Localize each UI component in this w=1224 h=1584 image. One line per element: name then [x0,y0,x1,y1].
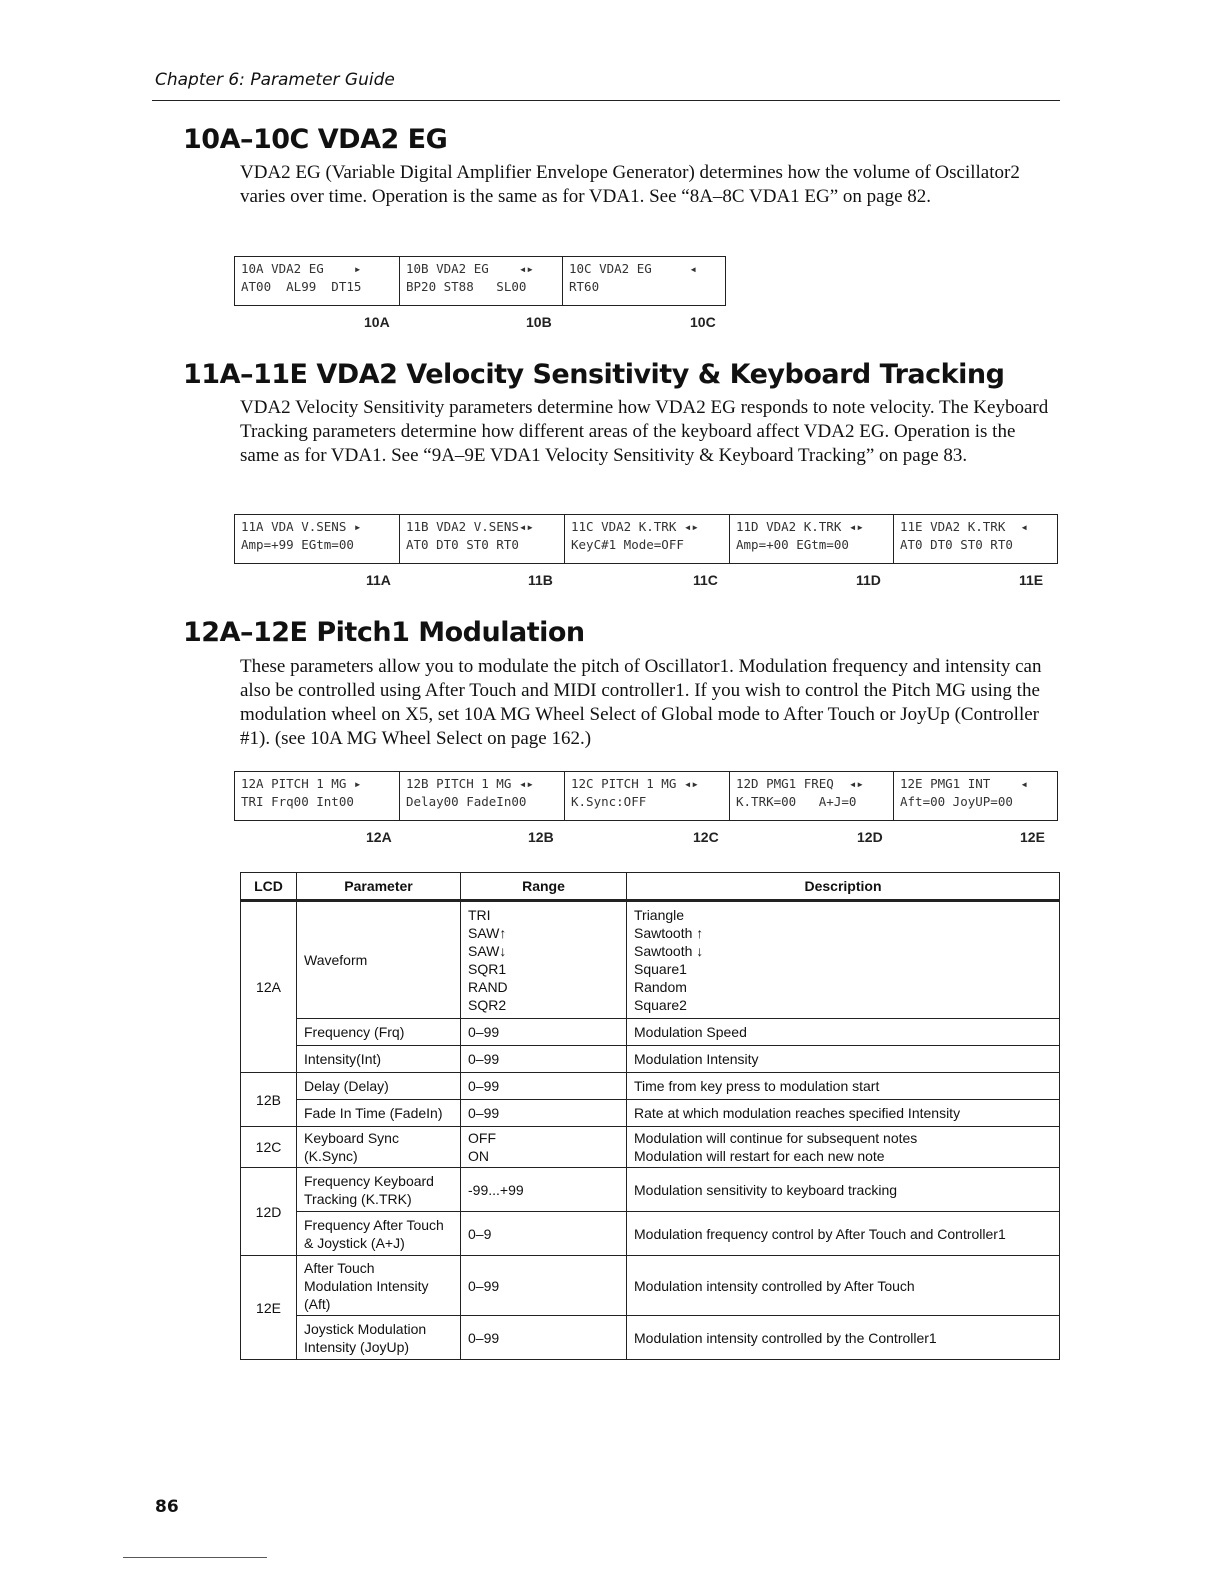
lcd-screen-12c: 12C PITCH 1 MG ◂▸ K.Sync:OFF [565,772,730,820]
column-header-range: Range [461,873,627,901]
column-header-description: Description [627,873,1060,901]
table-row [241,1100,1060,1127]
lcd-screen-10c: 10C VDA2 EG ◂ RT60 [569,261,697,294]
lcd-label-12e: 12E [1020,829,1045,845]
description-cell: Modulation frequency control by After Touch and Controller1 [627,1212,1060,1256]
parameter-cell: Waveform [297,901,461,1019]
description-cell: Time from key press to modulation start [627,1073,1060,1100]
parameter-table [240,872,1060,1360]
lcd-screen-12d: 12D PMG1 FREQ ◂▸ K.TRK=00 A+J=0 [730,772,894,820]
lcd-screen-11d: 11D VDA2 K.TRK ◂▸ Amp=+00 EGtm=00 [730,515,894,563]
range-cell: 0–9 [461,1212,627,1256]
range-cell: 0–99 [461,1073,627,1100]
range-cell: 0–99 [461,1316,627,1360]
lcd-screen-10b: 10B VDA2 EG ◂▸ BP20 ST88 SL00 [400,257,563,305]
range-cell: OFF ON [461,1127,627,1168]
range-cell: TRI SAW↑ SAW↓ SQR1 RAND SQR2 [461,901,627,1019]
range-cell: 0–99 [461,1019,627,1046]
description-cell: Triangle Sawtooth ↑ Sawtooth ↓ Square1 Random Square2 [627,901,1060,1019]
lcd-screen-12e: 12E PMG1 INT ◂ Aft=00 JoyUP=00 [900,776,1028,809]
column-header-lcd: LCD [241,873,297,901]
table-row [241,1212,1060,1256]
description-cell: Modulation Speed [627,1019,1060,1046]
range-cell: -99...+99 [461,1168,627,1212]
description-cell: Modulation will continue for subsequent notes Modulation will restart for each new note [627,1127,1060,1168]
section-body-12a-12e: These parameters allow you to modulate the pitch of Oscillator1. Modulation frequency and intensity can also be controlled using After Touch and MIDI controller1. If you wish to control the Pitch MG using the modulation wheel on X5, set 10A MG Wheel Select of Global mode to After Touch or JoyUp (Controller #1). (see 10A MG Wheel Select on page 162.) [240,656,1042,749]
lcd-screen-11c: 11C VDA2 K.TRK ◂▸ KeyC#1 Mode=OFF [565,515,730,563]
table-row [241,1019,1060,1046]
lcd-screen-11a: 11A VDA V.SENS ▸ Amp=+99 EGtm=00 [235,515,400,563]
lcd-screen-10a: 10A VDA2 EG ▸ AT00 AL99 DT15 [235,257,400,305]
parameter-cell: Fade In Time (FadeIn) [297,1100,461,1127]
table-row [241,1127,1060,1168]
lcd-cell: 12A [241,901,297,1073]
lcd-screen-12a: 12A PITCH 1 MG ▸ TRI Frq00 Int00 [235,772,400,820]
lcd-label-11e: 11E [1019,572,1044,588]
lcd-cell: 12E [241,1256,297,1360]
parameter-cell: Frequency After Touch & Joystick (A+J) [297,1212,461,1256]
lcd-cell: 12C [241,1127,297,1168]
description-cell: Modulation Intensity [627,1046,1060,1073]
section-body-10a-10c: VDA2 EG (Variable Digital Amplifier Envelope Generator) determines how the volume of Oscillator2 varies over time. Operation is the same as for VDA1. See “8A–8C VDA1 EG” on page 82. [240,162,1020,207]
lcd-screen-11e: 11E VDA2 K.TRK ◂ AT0 DT0 ST0 RT0 [900,519,1028,552]
range-cell: 0–99 [461,1256,627,1316]
header-rule [152,100,1060,101]
description-cell: Modulation intensity controlled by the Controller1 [627,1316,1060,1360]
table-row [241,1046,1060,1073]
lcd-label-12d: 12D [857,829,883,845]
lcd-screen-11b: 11B VDA2 V.SENS◂▸ AT0 DT0 ST0 RT0 [400,515,565,563]
table-row [241,1256,1060,1316]
lcd-label-12b: 12B [528,829,554,845]
lcd-label-11a: 11A [366,572,391,588]
footer-rule [123,1557,267,1558]
lcd-cell: 12D [241,1168,297,1256]
description-cell: Modulation intensity controlled by After Touch [627,1256,1060,1316]
lcd-label-10a: 10A [364,314,390,330]
table-header-row [241,873,1060,901]
range-cell: 0–99 [461,1046,627,1073]
lcd-label-12a: 12A [366,829,392,845]
lcd-label-11d: 11D [856,572,881,588]
parameter-cell: Intensity(Int) [297,1046,461,1073]
parameter-cell: Frequency (Frq) [297,1019,461,1046]
section-title-10a-10c: 10A–10C VDA2 EG [183,124,448,155]
lcd-label-10b: 10B [526,314,552,330]
table-row [241,1168,1060,1212]
table-row [241,901,1060,1019]
table-row [241,1073,1060,1100]
lcd-row-11 [234,514,1058,564]
description-cell: Modulation sensitivity to keyboard tracking [627,1168,1060,1212]
parameter-cell: Frequency Keyboard Tracking (K.TRK) [297,1168,461,1212]
range-cell: 0–99 [461,1100,627,1127]
lcd-label-12c: 12C [693,829,719,845]
lcd-row-12 [234,771,1058,821]
section-title-11a-11e: 11A–11E VDA2 Velocity Sensitivity & Keyboard Tracking [183,359,1005,390]
column-header-parameter: Parameter [297,873,461,901]
description-cell: Rate at which modulation reaches specified Intensity [627,1100,1060,1127]
lcd-label-11c: 11C [693,572,718,588]
lcd-label-10c: 10C [690,314,716,330]
section-title-12a-12e: 12A–12E Pitch1 Modulation [183,617,585,648]
lcd-screen-12b: 12B PITCH 1 MG ◂▸ Delay00 FadeIn00 [400,772,565,820]
page-number: 86 [155,1497,179,1517]
parameter-cell: Keyboard Sync (K.Sync) [297,1127,461,1168]
section-body-11a-11e: VDA2 Velocity Sensitivity parameters determine how VDA2 EG responds to note velocity. The Keyboard Tracking parameters determine how different areas of the keyboard affect VDA2 EG. Operation is the same as for VDA1. See “9A–9E VDA1 Velocity Sensitivity & Keyboard Tracking” on page 83. [240,397,1049,466]
table-row [241,1316,1060,1360]
running-head: Chapter 6: Parameter Guide [155,70,395,90]
lcd-row-10 [234,256,726,306]
parameter-cell: Delay (Delay) [297,1073,461,1100]
parameter-cell: After Touch Modulation Intensity (Aft) [297,1256,461,1316]
parameter-cell: Joystick Modulation Intensity (JoyUp) [297,1316,461,1360]
lcd-label-11b: 11B [528,572,553,588]
lcd-cell: 12B [241,1073,297,1127]
